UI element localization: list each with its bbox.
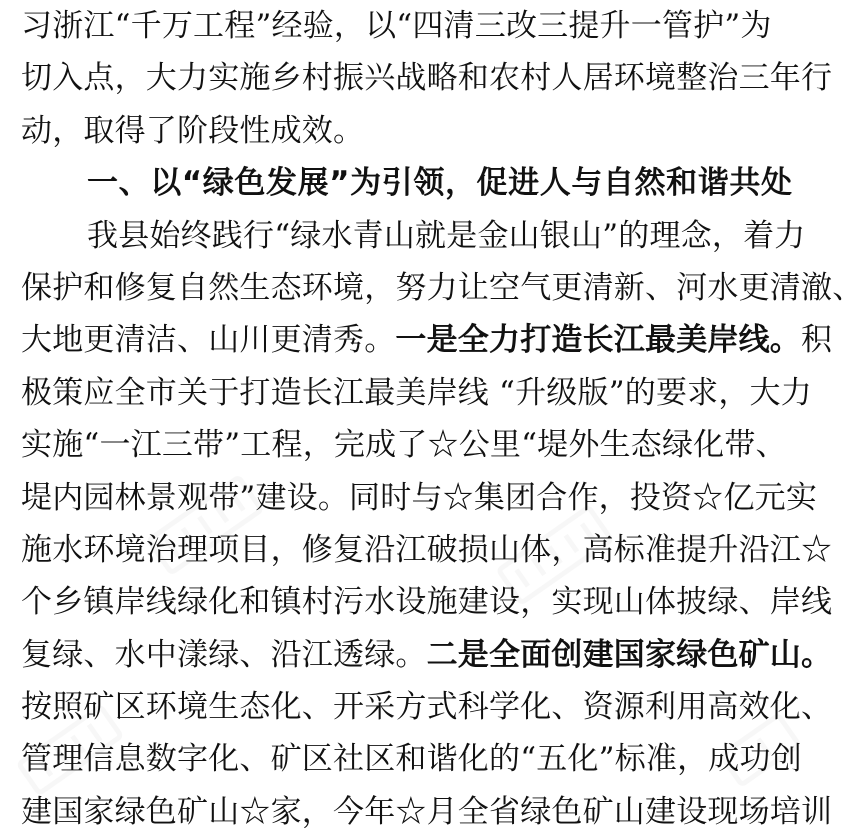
text-line (21, 314, 833, 366)
text-line: 管理信息数字化、矿区社区和谐化的“五化”标准，成功创 (21, 741, 802, 778)
text-run: 大地更清洁、山川更清秀。 (21, 322, 396, 359)
text-line: 建国家绿色矿山☆家，今年☆月全省绿色矿山建设现场培训 (21, 793, 833, 830)
text-run: 积 (801, 322, 833, 359)
text-line: 保护和修复自然生态环境，努力让空气更清新、河水更清澈、 (21, 269, 863, 306)
text-line: 极策应全市关于打造长江最美岸线 “升级版”的要求，大力 (21, 374, 812, 411)
text-line (21, 629, 833, 681)
document-body (21, 0, 863, 838)
text-line: 我县始终践行“绿水青山就是金山银山”的理念，着力 (87, 217, 806, 254)
bold-lead-phrase: 一是全力打造长江最美岸线。 (395, 322, 802, 359)
text-line: 施水环境治理项目，修复沿江破损山体，高标准提升沿江☆ (21, 531, 833, 568)
text-line: 按照矿区环境生态化、开采方式科学化、资源利用高效化、 (21, 689, 833, 726)
text-line: 切入点，大力实施乡村振兴战略和农村人居环境整治三年行 (21, 60, 833, 97)
section-heading: 一、以“绿色发展”为引领，促进人与自然和谐共处 (87, 165, 793, 202)
text-line: 动，取得了阶段性成效。 (21, 112, 365, 149)
bold-lead-phrase: 二是全面创建国家绿色矿山。 (426, 636, 833, 673)
text-run: 复绿、水中漾绿、沿江透绿。 (21, 636, 427, 673)
text-line: 习浙江“千万工程”经验，以“四清三改三提升一管护”为 (21, 8, 772, 44)
text-line: 个乡镇岸线绿化和镇村污水设施建设，实现山体披绿、岸线 (21, 584, 833, 621)
text-line: 实施“一江三带”工程，完成了☆公里“堤外生态绿化带、 (21, 427, 787, 464)
text-line: 堤内园林景观带”建设。同时与☆集团合作，投资☆亿元实 (21, 479, 818, 516)
